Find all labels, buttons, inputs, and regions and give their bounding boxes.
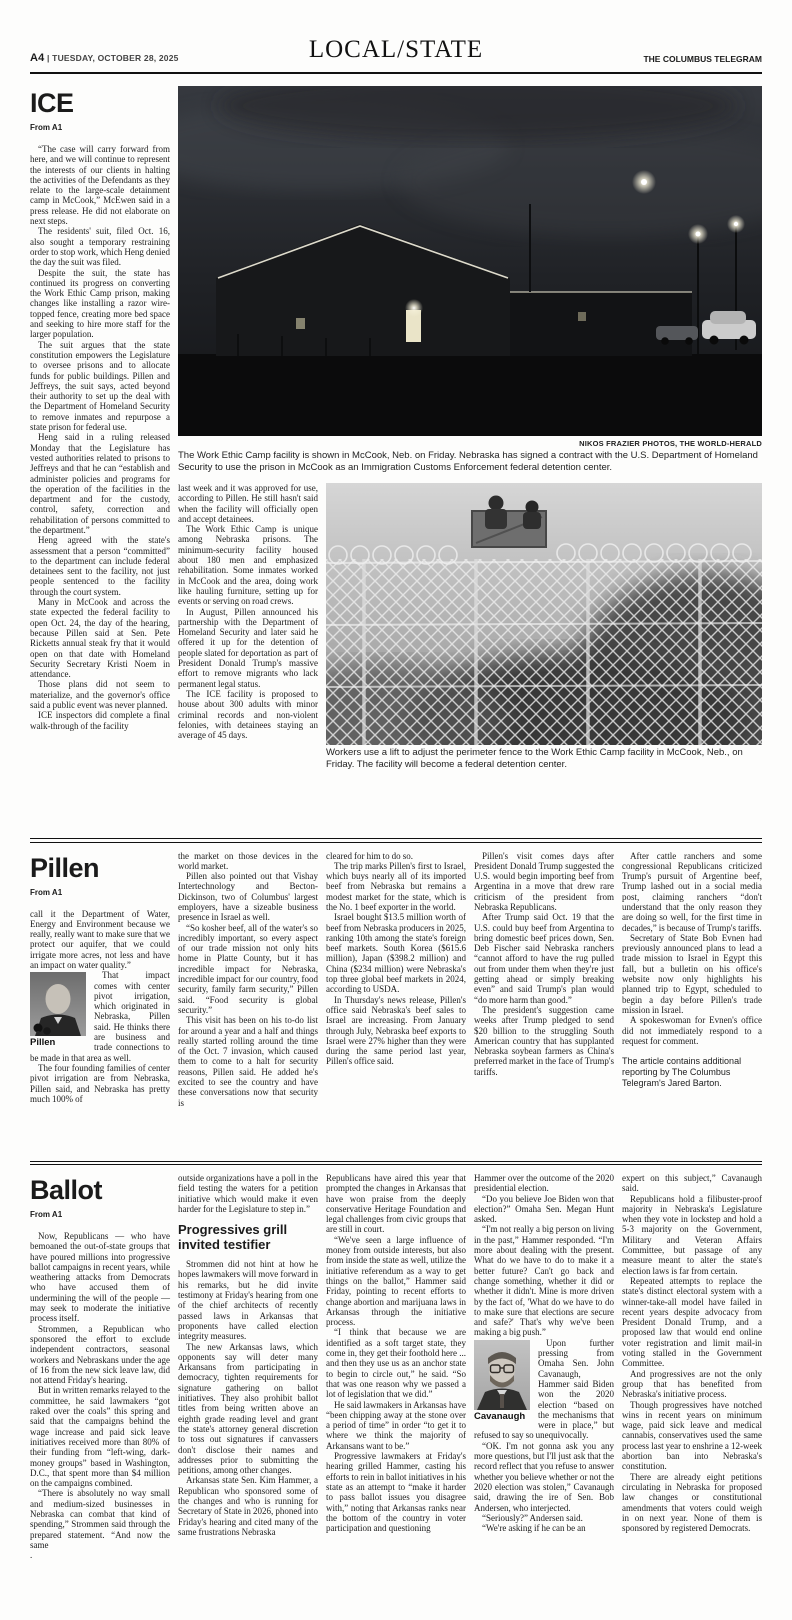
paragraph: last week and it was approved for use, according to Pillen. He still hasn't said when the facility will officially open and accept detainees.	[178, 483, 318, 524]
paragraph: He said lawmakers in Arkansas have “been chipping away at the stone over a period of time” in order “to get it to where we think the majority of Arkansans want to be.”	[326, 1399, 466, 1451]
paragraph: “OK. I'm not gonna ask you any more questions, but I'll just ask that the record reflect that you refuse to answer whether you believe whether or not the 2020 election was stolen,” Cavanaugh said, drawing the ire of Sen. Bob Andersen, who interjected.	[474, 1440, 614, 1513]
pillen-column-5	[622, 851, 762, 1090]
paragraph: Repeated attempts to replace the state's distinct electoral system with a winner-take-all model have failed in recent years despite advocacy from President Donald Trump, and a proposed law that would end online voter registration and limit mail-in voting stalled in the Government Committee.	[622, 1275, 762, 1369]
pillen-col1-start	[30, 909, 170, 971]
paragraph: the market on those devices in the world market.	[178, 850, 318, 871]
ice-col2-text	[178, 483, 318, 770]
cavanaugh-mug-image	[474, 1340, 530, 1410]
paragraph: call it the Department of Water, Energy and Environment because we really, really want to make sure that we protect our aquifer, that we could irrigate more acres, not less and have an impact on water quality.”	[30, 908, 170, 970]
ice-headline: ICE	[30, 88, 74, 118]
ice-col1-text	[30, 144, 170, 731]
paragraph: .	[30, 1550, 33, 1561]
paragraph: The suit argues that the state constitution empowers the Legislature to oversee prisons and to allocate funds for public buildings. Pillen and Jeffreys, the suit says, acted beyond their authority to set up the deal with the Department of Homeland Security to remove inmates and repurpose a state prison for federal use.	[30, 339, 170, 433]
paragraph: Strommen, a Republican who sponsored the effort to exclude independent contractors, seasonal workers and Nebraskans under the age of 16 from the new sick leave law, did not attend Friday's hearing.	[30, 1323, 170, 1386]
paragraph: That impact comes with center pivot irrigation, which originated in Nebraska, Pillen said. He thinks there are business and trade connections to be made in that area as well.	[30, 970, 170, 1063]
ballot-col4-start	[474, 1173, 614, 1338]
photo2-caption: Workers use a lift to adjust the perimeter fence to the Work Ethic Camp facility in McCook, Neb., on Friday. The facility will become a federal detention center.	[326, 747, 743, 770]
pillen-column-1	[30, 851, 170, 1105]
paragraph: Upon further pressing from Omaha Sen. John Cavanaugh, Hammer said Biden won the 2020 election “based on the mechanisms that were in place,” but refused to say so unequivocally.	[474, 1337, 614, 1441]
paper-name: THE COLUMBUS TELEGRAM	[643, 54, 762, 64]
pillen-mug-caption: Pillen	[30, 1037, 56, 1049]
paragraph: The ICE facility is proposed to house about 300 adults with minor criminal records and non-violent felonies, with detainees staying an average of 45 days.	[178, 688, 318, 741]
paragraph: “We're asking if he can be an	[482, 1523, 586, 1534]
paragraph: Strommen did not hint at how he hopes lawmakers will move forward in his remarks, but he did invite testimony at Friday's hearing from one of the chief architects of recently passed laws in Arkansas that proponents have called election integrity measures.	[178, 1259, 318, 1342]
ballot-subhead: Progressives grill invited testifier	[178, 1222, 288, 1253]
ballot-column-3	[326, 1173, 466, 1533]
work-ethic-camp-photo	[178, 86, 762, 473]
paragraph: Despite the suit, the state has continued its progress on converting the Work Ethic Camp prison, making changes like installing a razor wire-topped fence, creating more bed space and seeking to hire more staff for the larger population.	[30, 267, 170, 340]
ballot-column-4	[474, 1173, 614, 1533]
paragraph: Progressive lawmakers at Friday's hearing grilled Hammer, casting his efforts to rein in ballot initiatives in his state as an attempt to “make it harder to pass ballot issues you disagree with,” noting that Arkansas ranks near the bottom of the country in voter participation and questioning	[326, 1451, 466, 1534]
paragraph: After Trump said Oct. 19 that the U.S. could buy beef from Argentina to bring domestic beef prices down, Sen. Deb Fischer said Nebraska ranchers “cannot afford to have the rug pulled out from under them when they're just getting ahead or simply breaking even” and said Trump's plan would “do more harm than good.”	[474, 912, 614, 1005]
date-line: | TUESDAY, OCTOBER 28, 2025	[47, 53, 179, 63]
paragraph: “We've seen a large influence of money from outside interests, but also from inside the state as well, utilize the initiative referendum as a way to get things on the ballot,” Hammer said Friday, pointing to recent efforts to change abortion and marijuana laws in Arkansas through the initiative process.	[326, 1234, 466, 1328]
paragraph: “So kosher beef, all of the water's so incredibly important, so every aspect of our trade mission not only hits home in Platte County, but it has incredible impact for Nebraska, incredible impact for our country, food security, family farm security,” Pillen said. “Food security is global security.”	[178, 922, 318, 1015]
pillen-from-a1: From A1	[30, 887, 63, 897]
pillen-column-4	[474, 851, 614, 1078]
paragraph: Hammer over the outcome of the 2020 presidential election.	[474, 1173, 614, 1194]
page-number: A4	[30, 52, 45, 64]
paragraph: outside organizations have a poll in the field testing the waters for a petition initiative which would make it even harder for the Legislature to step in.”	[178, 1173, 318, 1214]
paragraph: Many in McCook and across the state expected the federal facility to open Oct. 24, the day of the hearing, because Pillen said at Sen. Pete Ricketts annual steak fry that it would open on that date with Homeland Security Secretary Kristi Noem in attendance.	[30, 597, 170, 680]
paragraph: “I think that because we are identified as a soft target state, they come in, they get their foothold here ... and then they use us as an anchor state to begin to circle out,” he said. “So that was one reason why we passed a lot of legislation that we did.”	[326, 1327, 466, 1400]
pillen-column-3	[326, 851, 466, 1067]
paragraph: The residents' suit, filed Oct. 16, also sought a temporary restraining order to stop work, which Heng denied the day the suit was filed.	[30, 226, 170, 268]
paragraph: “Seriously?” Andersen said.	[482, 1512, 583, 1523]
pillen-portrait	[30, 972, 88, 1049]
paragraph: Heng agreed with the state's assessment that a person “committed” to the department can include federal detainees sent to the facility, not just people sentenced to the facility through the court system.	[30, 535, 170, 597]
pillen-headline: Pillen	[30, 852, 100, 883]
section-title: LOCAL/STATE	[308, 36, 484, 63]
section-divider	[30, 1161, 762, 1166]
paragraph: And progressives are not the only group that has benefited from Nebraska's initiative process.	[622, 1368, 762, 1400]
paragraph: ICE inspectors did complete a final walk-through of the facility	[30, 710, 170, 731]
ballot-from-a1: From A1	[30, 1210, 63, 1219]
paragraph: The new Arkansas laws, which opponents say will deter many Arkansans from participating in democracy, tighten requirements for signature gathering on ballot initiatives. They also prohibit ballot titles from being written above an eighth grade reading level and grant the state's attorney general discretion to toss out signatures if canvassers don't disclose their names and addresses prior to submitting the petitions, among other changes.	[178, 1341, 318, 1476]
paragraph: The four founding families of center pivot irrigation are from Nebraska, Pillen said, and Nebraska has pretty much 100% of	[30, 1062, 170, 1104]
paragraph: Republicans have aired this year that prompted the changes in Arkansas that have won praise from the deeply conservative Heritage Foundation and legal challenges from civic groups that are still in court.	[326, 1173, 466, 1235]
paragraph: “Do you believe Joe Biden won that election?” Omaha Sen. Megan Hunt asked.	[474, 1193, 614, 1225]
cavanaugh-mug-caption: Cavanaugh	[474, 1410, 526, 1422]
paragraph: The president's suggestion came weeks after Trump pledged to send $20 billion to the struggling South American country that has supplanted Nebraska soybean farmers as China's preferred market in the face of Trump's tariffs.	[474, 1004, 614, 1077]
ice-from-a1: From A1	[30, 123, 63, 132]
paragraph: In Thursday's news release, Pillen's office said Nebraska's beef sales to Israel are increasing. From January through July, Nebraska beef exports to Israel were 27% higher than they were during the same period last year, Pillen's office said.	[326, 994, 466, 1067]
ballot-column-1	[30, 1173, 170, 1561]
fence-photo	[326, 483, 762, 770]
night-facility-image	[178, 86, 762, 436]
pillen-column-2	[178, 851, 318, 1108]
fence-workers-image	[326, 483, 762, 745]
photo1-caption: The Work Ethic Camp facility is shown in McCook, Neb. on Friday. Nebraska has signed a contract with the U.S. Department of Homeland Security to use the prison in McCook as an Immigration Customs Enforcement federal detention center.	[178, 450, 758, 473]
masthead-rule	[30, 72, 762, 74]
page-header	[30, 36, 762, 74]
ice-column-1	[30, 86, 170, 828]
paragraph: A spokeswoman for Evnen's office did not immediately respond to a request for comment.	[622, 1015, 762, 1046]
paragraph: In August, Pillen announced his partnership with the Department of Homeland Security and later said he offered it up for the detention of people slated for deportation as part of President Donald Trump's massive effort to remove migrants who lack permanent legal status.	[178, 606, 318, 689]
photo-credit: NIKOS FRAZIER PHOTOS, THE WORLD-HERALD	[579, 439, 762, 448]
paragraph: Now, Republicans — who have bemoaned the out-of-state groups that have poured millions into progressive ballot campaigns in recent years, while weathering attacks from Democrats who have accused them of undermining the will of the people — may seek to moderate the initiative process itself.	[30, 1231, 170, 1324]
paragraph: Pillen also pointed out that Vishay Intertechnology and Becton-Dickinson, two of Columbus' largest employers, have a sizeable business presence in Israel as well.	[178, 871, 318, 923]
ballot-headline: Ballot	[30, 1175, 103, 1205]
cavanaugh-portrait	[474, 1340, 532, 1423]
reporting-note: The article contains additional reporting by The Columbus Telegram's Jared Barton.	[622, 1056, 742, 1089]
paragraph: Secretary of State Bob Evnen had previously announced plans to lead a trade mission to Israel in Egypt this fall, but a bulletin on his office's website now only highlights his planned trip to Egypt, scheduled to begin a day before Pillen's trade mission in Israel.	[622, 932, 762, 1015]
paragraph: This visit has been on his to-do list for around a year and a half and things really started rolling around the time of the Oct. 7 invasion, which caused them to come to a halt for security reasons, Pillen said. He added he's excited to see the country and have these conversations now that security is	[178, 1015, 318, 1108]
paragraph: Israel bought $13.5 million worth of beef from Nebraska producers in 2025, ranking 10th among the state's foreign beef markets. South Korea ($615.6 million), Japan ($398.2 million) and China ($234 million) were Nebraska's top three global beef markets in 2024, according to USDA.	[326, 912, 466, 995]
article-pillen	[30, 851, 762, 1151]
paragraph: The trip marks Pillen's first to Israel, which buys nearly all of its imported beef from Nebraska but remains a modest market for the state, which is the No. 1 beef exporter in the world.	[326, 860, 466, 912]
paragraph: expert on this subject,” Cavanaugh said.	[622, 1173, 762, 1194]
section-divider	[30, 838, 762, 843]
paragraph: After cattle ranchers and some congressional Republicans criticized Trump's pursuit of Argentine beef, Trump lashed out in a social media post, claiming ranchers “don't understand that the only reason they are doing so well, for the first time in decades,” is because of Trump's tariffs.	[622, 850, 762, 933]
article-ice	[30, 86, 762, 828]
paragraph: There are already eight petitions circulating in Nebraska for proposed law changes or constitutional amendments that voters could weigh in on next year. None of them is sponsored by registered Democrats.	[622, 1471, 762, 1534]
ice-right-block	[178, 86, 762, 828]
ballot-column-5	[622, 1173, 762, 1533]
paragraph: Those plans did not seem to materialize, and the governor's office said a public event was never planned.	[30, 679, 170, 711]
paragraph: Though progressives have notched wins in recent years on minimum wage, paid sick leave and medical cannabis, conservatives used the same process last year to enshrine a 12-week abortion ban into Nebraska's constitution.	[622, 1399, 762, 1472]
paragraph: But in written remarks relayed to the committee, he said lawmakers “got raked over the coals” this spring and said that the campaigns behind the wage increase and paid sick leave initiatives received more than 80% of their funding from “left-wing, dark-money groups” based in Washington, D.C., that spent more than $4 million on the campaigns combined.	[30, 1385, 170, 1489]
article-ballot	[30, 1173, 762, 1620]
paragraph: “The case will carry forward from here, and we will continue to represent the interests of our clients in halting the activities of the Defendants as they relate to the large-scale detainment camp in McCook,” McEwen said in a press release. He did not elaborate on next steps.	[30, 144, 170, 227]
paragraph: Arkansas state Sen. Kim Hammer, a Republican who sponsored some of the changes and who is running for Secretary of State in 2026, phoned into Friday's hearing and cited many of the same frustrations Nebraska	[178, 1475, 318, 1537]
paragraph: The Work Ethic Camp is unique among Nebraska prisons. The minimum-security facility housed about 180 men and emphasized rehabilitation. Some inmates worked in McCook and the area, doing work like hauling furniture, setting up for events or serving on road crews.	[178, 524, 318, 607]
paragraph: “There is absolutely no way small and medium-sized businesses in Nebraska can combat that kind of spending,” Strommen said through the prepared statement. “And now the same	[30, 1488, 170, 1550]
pillen-mug-image	[30, 972, 86, 1036]
paragraph: Pillen's visit comes days after President Donald Trump suggested the U.S. would begin importing beef from Argentina in a move that drew rare criticism of the president from Nebraska Republicans.	[474, 850, 614, 912]
paragraph: “I'm not really a big person on living in the past,” Hammer responded. “I'm more about dealing with the present. What do we have to do to make it a better future? Can't go back and change something, whether it did or whether it didn't. Mine is more driven by the fact of, 'What do we have to do to make sure that elections are secure and safe?' That's why we've been making a big push.”	[474, 1224, 614, 1338]
paragraph: Republicans hold a filibuster-proof majority in Nebraska's Legislature when they vote in lockstep and hold a 5-3 majority on the Government, Military and Veteran Affairs Committee, but passage of any measure meant to alter the state's election laws is far from certain.	[622, 1193, 762, 1276]
ballot-column-2	[178, 1173, 318, 1537]
paragraph: cleared for him to do so.	[326, 850, 413, 861]
paragraph: Heng said in a ruling released Monday that the Legislature has vested authorities related to prisons to Jeffreys and that he can “establish and administer policies and programs for the operation of the facilities in the department and for the custody, control, safety, correction and rehabilitation of persons committed to the department.”	[30, 432, 170, 535]
